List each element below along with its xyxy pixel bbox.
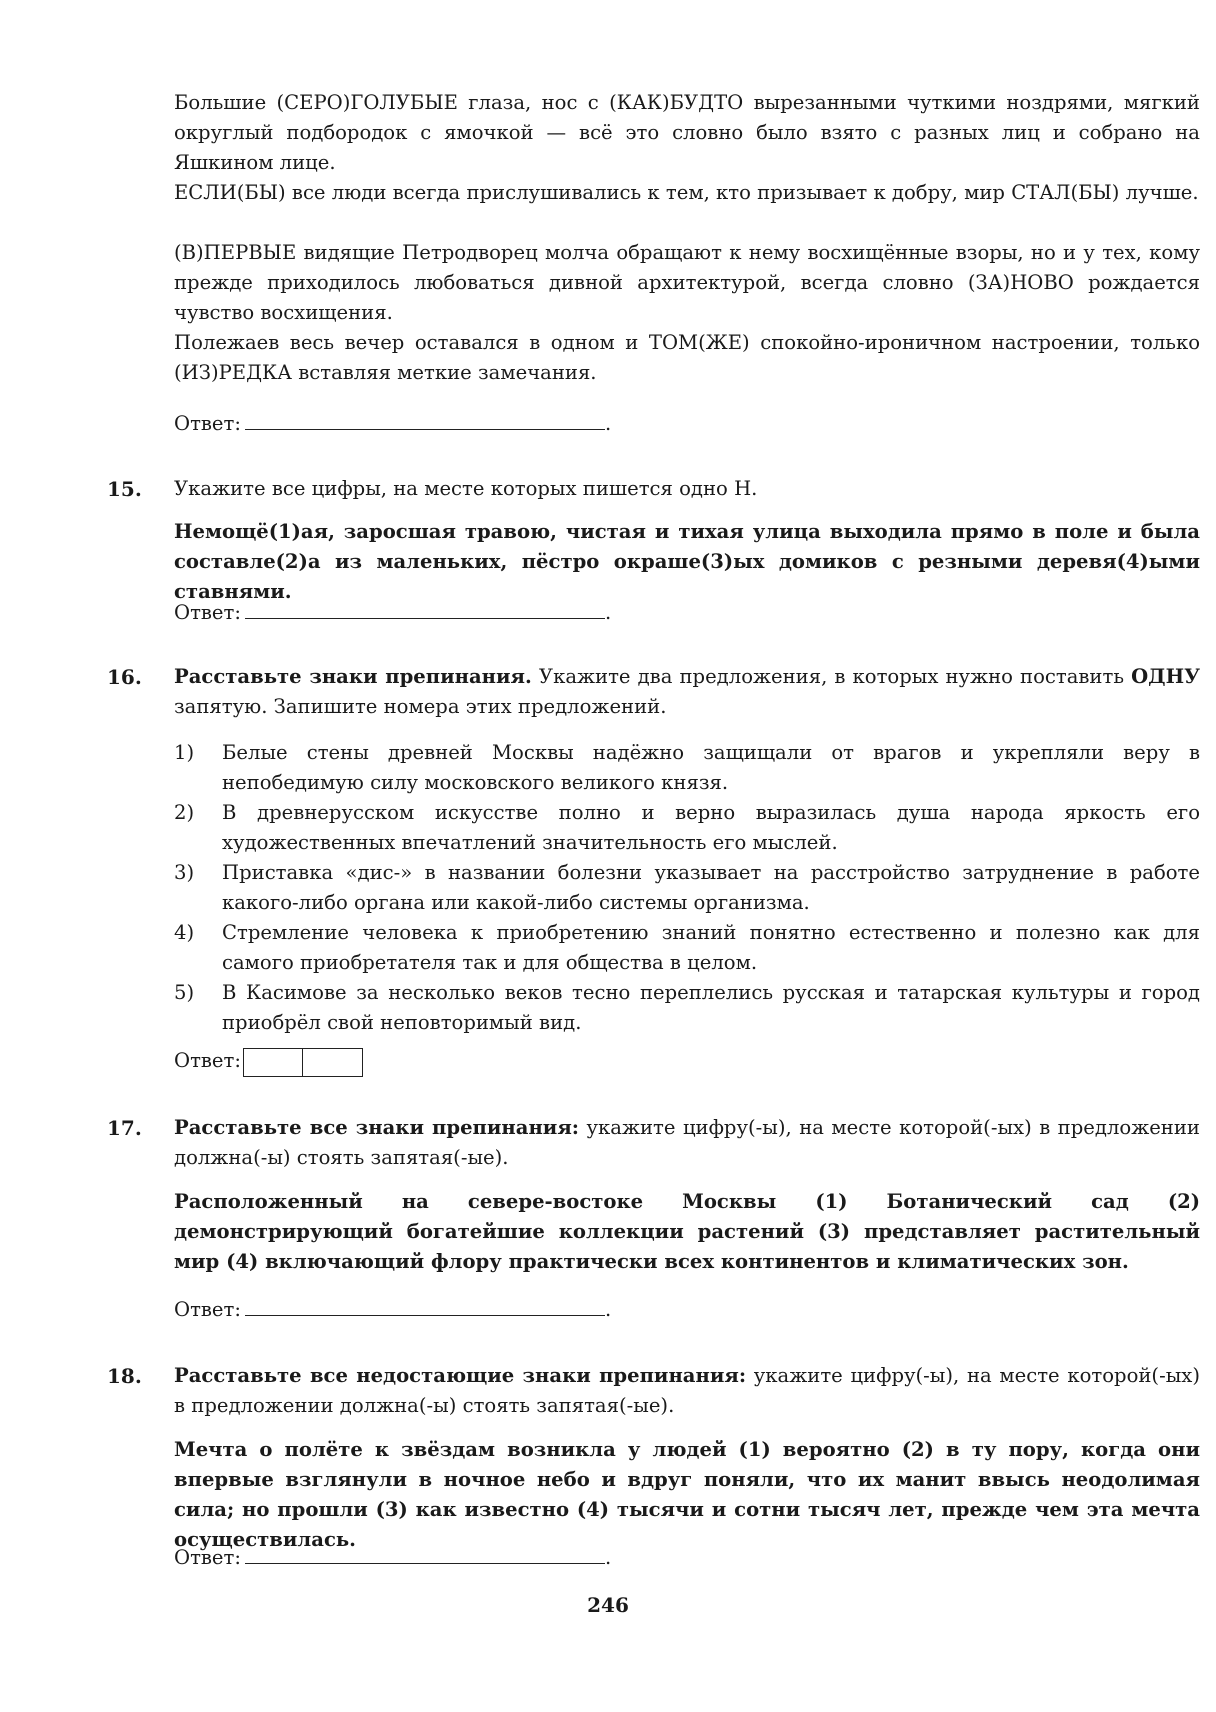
question-16-task-text-1: Укажите два предложения, в которых нужно поставить: [531, 665, 1132, 688]
list-item: [174, 858, 1200, 918]
answer-16: [174, 1046, 363, 1077]
question-number-18: 18.: [107, 1364, 142, 1388]
question-17-task-bold: Расставьте все знаки препинания:: [174, 1116, 580, 1139]
answer-label: Ответ:: [174, 1546, 241, 1569]
question-16-task-text-2: запятую. Запишите номера этих предложений.: [174, 695, 667, 718]
question-16-task: [174, 662, 1200, 722]
answer-label: Ответ:: [174, 601, 241, 624]
answer-dot: .: [604, 1546, 612, 1569]
answer-input-14[interactable]: [245, 407, 605, 430]
list-item-number: 5): [174, 981, 195, 1004]
question-17-task-text: укажите цифру(-ы), на месте которой(-ых) в предложении должна(-ы) стоять запятая(-ые).: [174, 1116, 1200, 1169]
list-item-text: В древнерусском искусстве полно и верно выразилась душа народа яркость его художественных впечатлений значительность его мыслей.: [222, 801, 1200, 854]
answer-label: Ответ:: [174, 412, 241, 435]
question-18-sentence: Мечта о полёте к звёздам возникла у людей (1) вероятно (2) в ту пору, когда они впервые взглянули в ночное небо и вдруг поняли, что их манит ввысь неодолимая сила; но прошли (3) как известно (4) тысячи и сотни тысяч лет, прежде чем эта мечта осуществилась.: [174, 1438, 1200, 1551]
answer-18: [174, 1541, 611, 1573]
question-18-task-text: укажите цифру(-ы), на месте которой(-ых) в предложении должна(-ы) стоять запятая(-ые).: [174, 1364, 1200, 1417]
answer-input-15[interactable]: [245, 596, 605, 619]
question-number-15: 15.: [107, 477, 142, 501]
intro-sentence-4: Полежаев весь вечер оставался в одном и ТОМ(ЖЕ) спокойно-ироничном настроении, только (ИЗ)РЕДКА вставляя меткие замечания.: [174, 331, 1200, 384]
question-16-task-bold-2: ОДНУ: [1131, 665, 1200, 688]
answer-dot: .: [604, 412, 612, 435]
list-item: [174, 738, 1200, 798]
list-item: [174, 918, 1200, 978]
question-15-sentence: Немощё(1)ая, заросшая травою, чистая и тихая улица выходила прямо в поле и была составле(2)а из маленьких, пёстро окраше(3)ых домиков с резными деревя(4)ыми ставнями.: [174, 520, 1200, 603]
answer-14: [174, 407, 611, 439]
answer-15: [174, 596, 611, 628]
question-17-task: [174, 1113, 1200, 1173]
list-item-text: Приставка «дис-» в названии болезни указывает на расстройство затруднение в работе какого-либо органа или какой-либо системы организма.: [222, 861, 1200, 914]
question-18-task-bold: Расставьте все недостающие знаки препинания:: [174, 1364, 747, 1387]
page-number: 246: [587, 1593, 629, 1617]
question-18-task: [174, 1361, 1200, 1421]
answer-dot: .: [604, 601, 612, 624]
question-number-17: 17.: [107, 1116, 142, 1140]
list-item-number: 4): [174, 921, 195, 944]
list-item-text: В Касимове за несколько веков тесно переплелись русская и татарская культуры и город приобрёл свой неповторимый вид.: [222, 981, 1200, 1034]
list-item-number: 2): [174, 801, 195, 824]
question-15-task: Укажите все цифры, на месте которых пишется одно Н.: [174, 477, 758, 500]
answer-input-18[interactable]: [245, 1541, 605, 1564]
question-number-16: 16.: [107, 665, 142, 689]
answer-boxes-16: [243, 1047, 363, 1077]
answer-dot: .: [604, 1298, 612, 1321]
intro-sentence-1: Большие (СЕРО)ГОЛУБЫЕ глаза, нос с (КАК)БУДТО вырезанными чуткими ноздрями, мягкий округлый подбородок с ямочкой — всё это словно было взято с разных лиц и собрано на Яшкином лице.: [174, 91, 1200, 174]
list-item-text: Белые стены древней Москвы надёжно защищали от врагов и укрепляли веру в непобедимую силу московского великого князя.: [222, 741, 1200, 794]
answer-label: Ответ:: [174, 1298, 241, 1321]
intro-sentence-2: ЕСЛИ(БЫ) все люди всегда прислушивались к тем, кто призывает к добру, мир СТАЛ(БЫ) лучше.: [174, 181, 1199, 204]
list-item: [174, 798, 1200, 858]
intro-sentence-3: (В)ПЕРВЫЕ видящие Петродворец молча обращают к нему восхищённые взоры, но и у тех, кому прежде приходилось любоваться дивной архитектурой, всегда словно (ЗА)НОВО рождается чувство восхищения.: [174, 241, 1200, 324]
list-item: [174, 978, 1200, 1038]
list-item-text: Стремление человека к приобретению знаний понятно естественно и полезно как для самого приобретателя так и для общества в целом.: [222, 921, 1200, 974]
answer-box-1[interactable]: [243, 1048, 303, 1077]
answer-box-2[interactable]: [303, 1048, 363, 1077]
answer-label: Ответ:: [174, 1049, 241, 1072]
question-17-sentence: Расположенный на севере-востоке Москвы (1) Ботанический сад (2) демонстрирующий богатейшие коллекции растений (3) представляет растительный мир (4) включающий флору практически всех континентов и климатических зон.: [174, 1190, 1200, 1273]
answer-input-17[interactable]: [245, 1293, 605, 1316]
answer-17: [174, 1293, 611, 1325]
question-16-task-bold: Расставьте знаки препинания.: [174, 665, 532, 688]
list-item-number: 3): [174, 861, 195, 884]
list-item-number: 1): [174, 741, 195, 764]
